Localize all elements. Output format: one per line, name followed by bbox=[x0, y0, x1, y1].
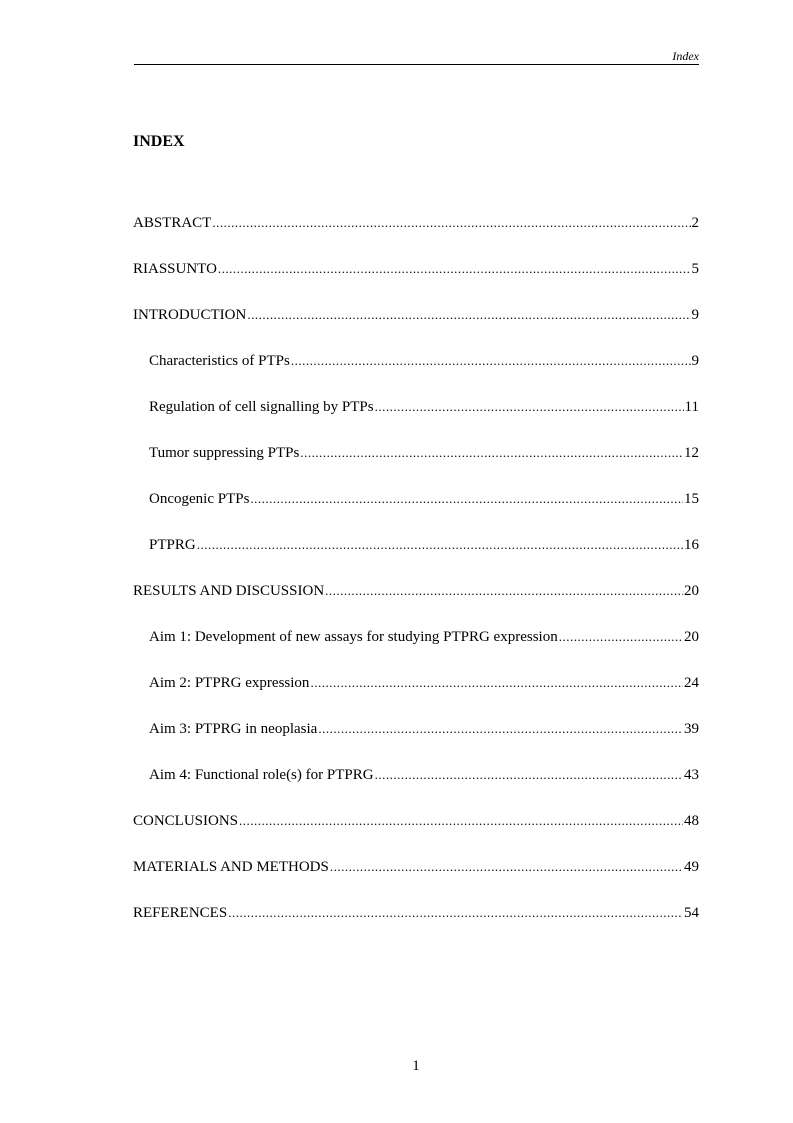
toc-entry[interactable] bbox=[133, 857, 699, 903]
toc-entry-page: 20 bbox=[684, 629, 699, 645]
toc-entry-page: 48 bbox=[684, 813, 699, 829]
toc-entry-label: Aim 4: Functional role(s) for PTPRG bbox=[149, 767, 374, 783]
toc-entry[interactable] bbox=[133, 305, 699, 351]
toc-dot-leader bbox=[330, 857, 683, 877]
toc-entry-page: 54 bbox=[684, 905, 699, 921]
toc-entry-label: PTPRG bbox=[149, 537, 196, 553]
toc-entry[interactable] bbox=[133, 627, 699, 673]
toc-dot-leader bbox=[291, 351, 691, 371]
toc-entry-page: 24 bbox=[684, 675, 699, 691]
toc-dot-leader bbox=[559, 627, 683, 647]
toc-entry-page: 2 bbox=[691, 215, 699, 231]
toc-entry-page: 11 bbox=[684, 399, 699, 415]
toc-entry[interactable] bbox=[133, 213, 699, 259]
page-title: INDEX bbox=[133, 133, 185, 150]
toc-dot-leader bbox=[300, 443, 683, 463]
toc-entry-label: MATERIALS AND METHODS bbox=[133, 859, 329, 875]
toc-entry-page: 20 bbox=[684, 583, 699, 599]
toc-entry[interactable] bbox=[133, 259, 699, 305]
toc-dot-leader bbox=[228, 903, 683, 923]
toc-entry-label: Tumor suppressing PTPs bbox=[149, 445, 300, 461]
toc-entry-label: RESULTS AND DISCUSSION bbox=[133, 583, 325, 599]
page-number: 1 bbox=[412, 1058, 420, 1074]
toc-entry-page: 39 bbox=[684, 721, 699, 737]
toc-dot-leader bbox=[239, 811, 683, 831]
toc-entry-label: Characteristics of PTPs bbox=[149, 353, 290, 369]
toc-dot-leader bbox=[310, 673, 683, 693]
toc-entry-page: 9 bbox=[691, 307, 699, 323]
toc-dot-leader bbox=[375, 765, 683, 785]
toc-entry[interactable] bbox=[133, 673, 699, 719]
toc-entry-page: 15 bbox=[684, 491, 699, 507]
toc-dot-leader bbox=[218, 259, 691, 279]
toc-entry[interactable] bbox=[133, 489, 699, 535]
toc-entry-label: REFERENCES bbox=[133, 905, 228, 921]
toc-dot-leader bbox=[375, 397, 684, 417]
toc-dot-leader bbox=[250, 489, 683, 509]
toc-entry[interactable] bbox=[133, 581, 699, 627]
toc-entry-label: INTRODUCTION bbox=[133, 307, 247, 323]
toc-entry[interactable] bbox=[133, 765, 699, 811]
toc-entry-label: Aim 1: Development of new assays for studying PTPRG expression bbox=[149, 629, 558, 645]
toc-dot-leader bbox=[247, 305, 690, 325]
toc-entry-label: Aim 2: PTPRG expression bbox=[149, 675, 310, 691]
toc-entry-page: 43 bbox=[684, 767, 699, 783]
toc-entry-page: 16 bbox=[684, 537, 699, 553]
running-header-title: Index bbox=[672, 49, 699, 63]
toc-entry-label: Aim 3: PTPRG in neoplasia bbox=[149, 721, 318, 737]
toc-entry[interactable] bbox=[133, 535, 699, 581]
toc-entry[interactable] bbox=[133, 811, 699, 857]
toc-entry-page: 5 bbox=[691, 261, 699, 277]
toc-dot-leader bbox=[318, 719, 683, 739]
toc-entry[interactable] bbox=[133, 719, 699, 765]
toc-entry-page: 49 bbox=[684, 859, 699, 875]
toc-dot-leader bbox=[325, 581, 683, 601]
table-of-contents bbox=[133, 213, 699, 949]
toc-entry-page: 12 bbox=[684, 445, 699, 461]
toc-entry[interactable] bbox=[133, 903, 699, 949]
toc-entry[interactable] bbox=[133, 397, 699, 443]
toc-entry-page: 9 bbox=[691, 353, 699, 369]
toc-entry[interactable] bbox=[133, 351, 699, 397]
toc-entry-label: Oncogenic PTPs bbox=[149, 491, 250, 507]
toc-entry-label: ABSTRACT bbox=[133, 215, 212, 231]
toc-dot-leader bbox=[197, 535, 683, 555]
toc-entry-label: RIASSUNTO bbox=[133, 261, 217, 277]
toc-dot-leader bbox=[212, 213, 690, 233]
running-header bbox=[134, 49, 699, 65]
toc-entry[interactable] bbox=[133, 443, 699, 489]
toc-entry-label: CONCLUSIONS bbox=[133, 813, 239, 829]
toc-entry-label: Regulation of cell signalling by PTPs bbox=[149, 399, 374, 415]
